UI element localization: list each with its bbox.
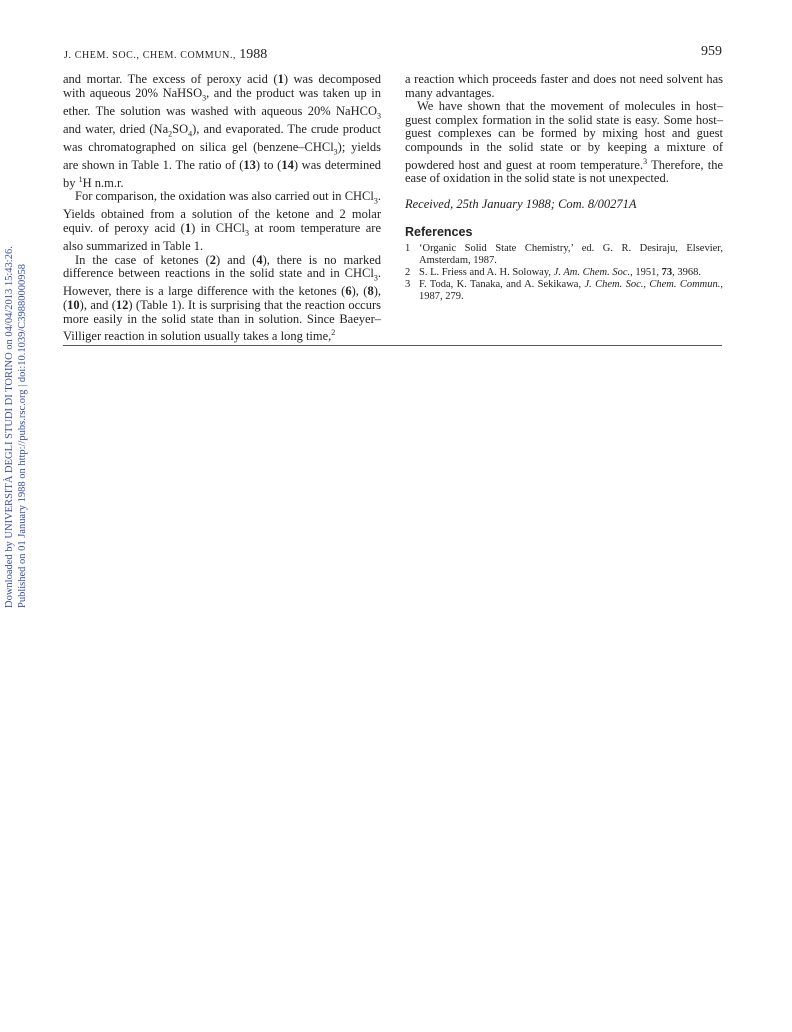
paragraph-ketones: In the case of ketones (2) and (4), there is no marked difference between reactions in the solid state and in CHCl$_3$. However, there is a large difference with the ketones (6), (8), (10), and (12) (Table 1). It is surprising that the reaction occurs more easily in the solid state than in solution. Since Baeyer–Villiger reaction in solution usually takes a long time,$^2$ [63, 252, 382, 344]
page-number: 959 [701, 44, 722, 59]
running-header [64, 44, 722, 62]
received-date: Received, 25th January 1988; Com. 8/00271A [405, 196, 637, 211]
references-list [405, 243, 723, 303]
published-line[interactable]: Published on 01 January 1988 on http://pubs.rsc.org | doi:10.1039/C39880000958 [17, 263, 28, 608]
right-column [405, 73, 723, 303]
journal-title: J. CHEM. SOC., CHEM. COMMUN., 1988 [64, 47, 268, 62]
paragraph-host-guest: We have shown that the movement of molecules in host–guest complex formation in the solid state is easy. Some host–guest complexes can be formed by mixing host and guest compounds in the solid state or by keeping a mixture of powdered host and guest at room temperature.$^3$ Therefore, the ease of oxidation in the solid state is not unexpected. [405, 99, 723, 186]
journal-year: 1988 [239, 47, 268, 62]
end-rule [63, 345, 722, 346]
reference-item: 3 F. Toda, K. Tanaka, and A. Sekikawa, J. Chem. Soc., Chem. Commun., 1987, 279. [405, 279, 723, 303]
download-line[interactable]: Downloaded by UNIVERSITÀ DEGLI STUDI DI TORINO on 04/04/2013 15:43:26. [4, 246, 15, 608]
left-column [63, 73, 381, 344]
paragraph-advantages: a reaction which proceeds faster and does not need solvent has many advantages. [405, 72, 723, 100]
paragraph-comparison: For comparison, the oxidation was also carried out in CHCl$_3$. Yields obtained from a solution of the ketone and 2 molar equiv. of peroxy acid (1) in CHCl$_3$ at room temperature are also summarized in Table 1. [63, 189, 381, 254]
paragraph-workup: and mortar. The excess of peroxy acid (1) was decomposed with aqueous 20% NaHSO$_3$, and the product was taken up in ether. The solution was washed with aqueous 20% NaHCO$_3$ and water, dried $(Na_2SO_4)$, and evaporated. The crude product was chromatographed on silica gel (benzene–CHCl$_3$); yields are shown in Table 1. The ratio of (13) to (14) was determined by $^1$H n.m.r. [63, 72, 381, 190]
reference-item: 2 S. L. Friess and A. H. Soloway, J. Am. Chem. Soc., 1951, 73, 3968. [405, 267, 702, 279]
reference-item: 1 ‘Organic Solid State Chemistry,’ ed. G. R. Desiraju, Elsevier, Amsterdam, 1987. [405, 243, 723, 267]
download-watermark [3, 246, 29, 608]
references-heading: References [405, 224, 473, 239]
